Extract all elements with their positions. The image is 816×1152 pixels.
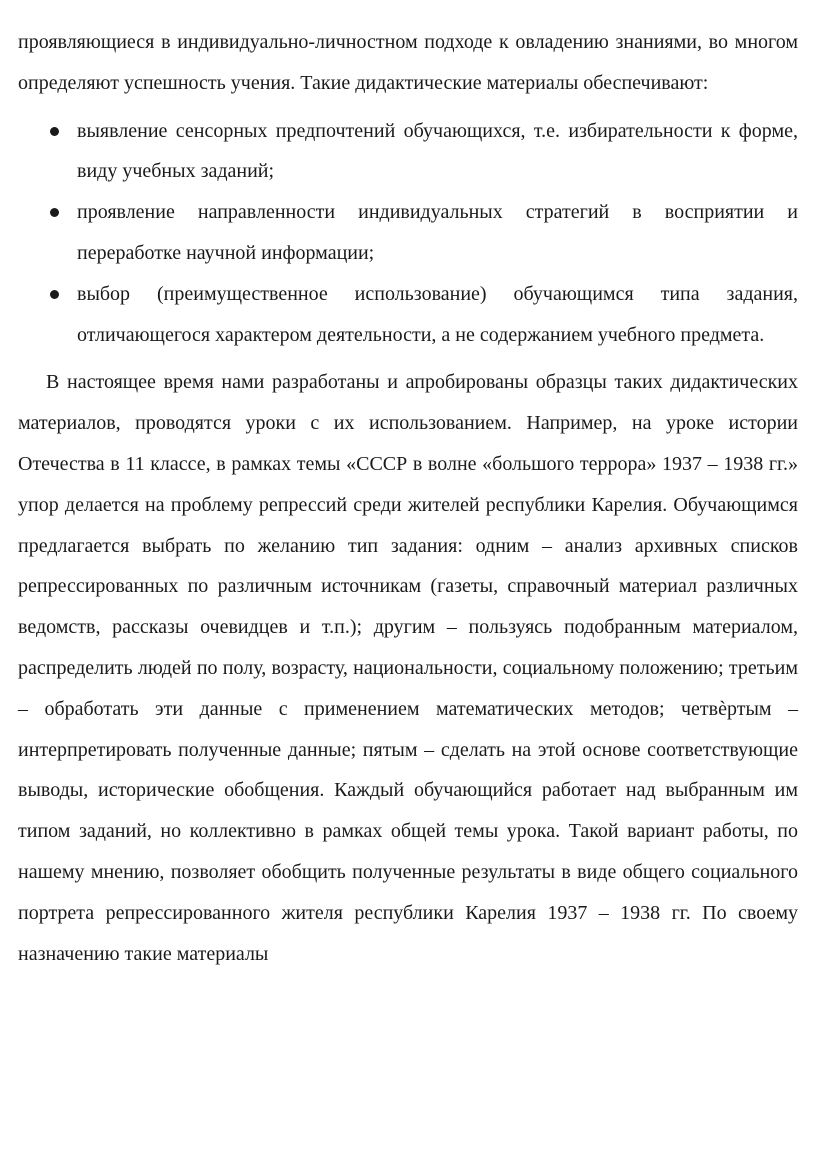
- bullet-dot-icon: [50, 290, 59, 299]
- bullet-dot-icon: [50, 127, 59, 136]
- intro-paragraph: проявляющиеся в индивидуально-личностном подходе к овладению знаниями, во многом определяют успешность учения. Такие дидактические материалы обеспечивают:: [18, 31, 798, 94]
- main-paragraph: В настоящее время нами разработаны и апробированы образцы таких дидактических материалов, проводятся уроки с их использованием. Например, на уроке истории Отечества в 11 классе, в рамках темы «СССР в волне «большого террора» 1937 – 1938 гг.» упор делается на проблему репрессий среди жителей республики Карелия. Обучающимся предлагается выбрать по желанию тип задания: одним – анализ архивных списков репрессированных по различным источникам (газеты, справочный материал различных ведомств, рассказы очевидцев и т.п.); другим – пользуясь подобранным материалом, распределить людей по полу, возрасту, национальности, социальному положению; третьим – обработать эти данные с применением математических методов; четвѐртым – интерпретировать полученные данные; пятым – сделать на этой основе соответствующие выводы, исторические обобщения. Каждый обучающийся работает над выбранным им типом заданий, но коллективно в рамках общей темы урока. Такой вариант работы, по нашему мнению, позволяет обобщить полученные результаты в виде общего социального портрета репрессированного жителя республики Карелия 1937 – 1938 гг. По своему назначению такие материалы: [18, 371, 798, 965]
- bullet-text: выбор (преимущественное использование) обучающимся типа задания, отличающегося характером деятельности, а не содержанием учебного предмета.: [77, 282, 798, 346]
- bullet-text: проявление направленности индивидуальных стратегий в восприятии и переработке научной информации;: [77, 201, 798, 264]
- bullet-list: [18, 111, 798, 356]
- document-page: [18, 22, 798, 974]
- bullet-item: [18, 111, 798, 193]
- bullet-item: [18, 274, 798, 356]
- bullet-text: выявление сенсорных предпочтений обучающихся, т.е. избирательности к форме, виду учебных заданий;: [77, 119, 798, 183]
- bullet-dot-icon: [50, 208, 59, 217]
- bullet-item: [18, 192, 798, 274]
